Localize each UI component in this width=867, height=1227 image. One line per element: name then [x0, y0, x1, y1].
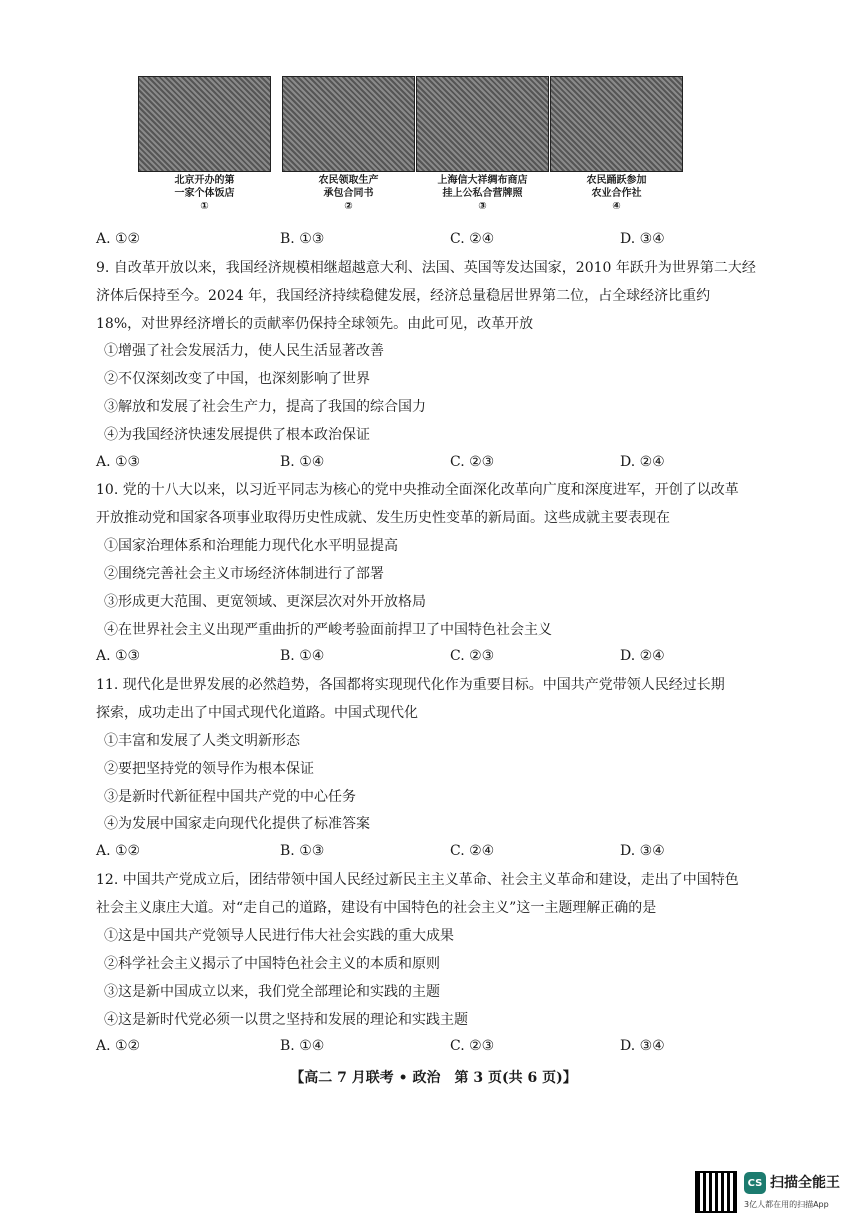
photo-caption: 农民领取生产 承包合同书 ②: [318, 175, 379, 212]
photo-image: [550, 76, 683, 172]
q11-item: ①丰富和发展了人类文明新形态: [104, 733, 300, 749]
q9-item: ②不仅深刻改变了中国，也深刻影响了世界: [104, 371, 370, 387]
option-b: B. ①④: [280, 1038, 325, 1054]
q9-stem-line: 9. 自改革开放以来，我国经济规模相继超越意大利、法国、英国等发达国家，2010 年跃升为世界第二大经: [96, 260, 756, 276]
option-d: D. ②④: [620, 648, 665, 664]
qr-code-icon: [695, 1171, 737, 1213]
photo-row: [138, 76, 720, 224]
watermark-tagline: 3亿人都在用的扫描App: [744, 1200, 829, 1209]
q11-stem-line: 11. 现代化是世界发展的必然趋势，各国都将实现现代化作为重要目标。中国共产党带领人民经过长期: [96, 677, 725, 693]
option-c: C. ②③: [450, 648, 495, 664]
option-d: D. ③④: [620, 231, 665, 247]
photo-1: [138, 76, 271, 213]
option-c: C. ②③: [450, 454, 495, 470]
option-a: A. ①②: [96, 231, 141, 247]
q10-options: [96, 648, 716, 672]
camscanner-logo-icon: CS: [744, 1172, 766, 1194]
q12-item: ②科学社会主义揭示了中国特色社会主义的本质和原则: [104, 956, 440, 972]
option-a: A. ①③: [96, 648, 141, 664]
photo-caption: 农民踊跃参加 农业合作社 ④: [586, 175, 647, 212]
photo-image: [282, 76, 415, 172]
q10-stem-line: 10. 党的十八大以来，以习近平同志为核心的党中央推动全面深化改革向广度和深度进军，开创了以改革: [96, 482, 739, 498]
photo-caption: 北京开办的第 一家个体饭店 ①: [174, 175, 235, 212]
photo-3: [416, 76, 549, 213]
photo-caption: 上海信大祥绸布商店 挂上公私合营牌照 ③: [437, 175, 528, 212]
q9-item: ③解放和发展了社会生产力，提高了我国的综合国力: [104, 399, 426, 415]
q10-item: ②围绕完善社会主义市场经济体制进行了部署: [104, 566, 384, 582]
q9-options: [96, 454, 716, 478]
option-b: B. ①③: [280, 231, 325, 247]
q11-stem-line: 探索，成功走出了中国式现代化道路。中国式现代化: [96, 705, 418, 721]
q10-item: ④在世界社会主义出现严重曲折的严峻考验面前捍卫了中国特色社会主义: [104, 622, 552, 638]
q12-item: ①这是中国共产党领导人民进行伟大社会实践的重大成果: [104, 928, 454, 944]
q10-item: ①国家治理体系和治理能力现代化水平明显提高: [104, 538, 398, 554]
q9-item: ④为我国经济快速发展提供了根本政治保证: [104, 427, 370, 443]
option-c: C. ②③: [450, 1038, 495, 1054]
option-b: B. ①③: [280, 843, 325, 859]
photo-image: [416, 76, 549, 172]
option-b: B. ①④: [280, 648, 325, 664]
q12-item: ③这是新中国成立以来，我们党全部理论和实践的主题: [104, 984, 440, 1000]
option-a: A. ①②: [96, 1038, 141, 1054]
option-a: A. ①②: [96, 843, 141, 859]
watermark-brand: 扫描全能王: [770, 1175, 840, 1191]
option-b: B. ①④: [280, 454, 325, 470]
q11-item: ④为发展中国家走向现代化提供了标准答案: [104, 816, 370, 832]
option-c: C. ②④: [450, 231, 495, 247]
q8-options: [96, 231, 716, 255]
option-d: D. ③④: [620, 843, 665, 859]
q12-item: ④这是新时代党必须一以贯之坚持和发展的理论和实践主题: [104, 1012, 468, 1028]
q9-item: ①增强了社会发展活力，使人民生活显著改善: [104, 343, 384, 359]
photo-4: [550, 76, 683, 213]
q9-stem-line: 济体后保持至今。2024 年，我国经济持续稳健发展，经济总量稳居世界第二位，占全球经济比重约: [96, 288, 711, 304]
option-c: C. ②④: [450, 843, 495, 859]
option-d: D. ③④: [620, 1038, 665, 1054]
q9-stem-line: 18%，对世界经济增长的贡献率仍保持全球领先。由此可见，改革开放: [96, 316, 534, 332]
option-a: A. ①③: [96, 454, 141, 470]
q12-options: [96, 1038, 716, 1062]
option-d: D. ②④: [620, 454, 665, 470]
q12-stem-line: 12. 中国共产党成立后，团结带领中国人民经过新民主主义革命、社会主义革命和建设，走出了中国特色: [96, 872, 739, 888]
photo-image: [138, 76, 271, 172]
q12-stem-line: 社会主义康庄大道。对“走自己的道路，建设有中国特色的社会主义”这一主题理解正确的是: [96, 900, 657, 916]
q10-stem-line: 开放推动党和国家各项事业取得历史性成就、发生历史性变革的新局面。这些成就主要表现在: [96, 510, 670, 526]
photo-2: [282, 76, 415, 213]
page-footer: 【高二 7 月联考 • 政治 第 3 页(共 6 页)】: [290, 1070, 577, 1086]
q11-item: ③是新时代新征程中国共产党的中心任务: [104, 789, 356, 805]
q10-item: ③形成更大范围、更宽领域、更深层次对外开放格局: [104, 594, 426, 610]
q11-item: ②要把坚持党的领导作为根本保证: [104, 761, 314, 777]
q11-options: [96, 843, 716, 867]
